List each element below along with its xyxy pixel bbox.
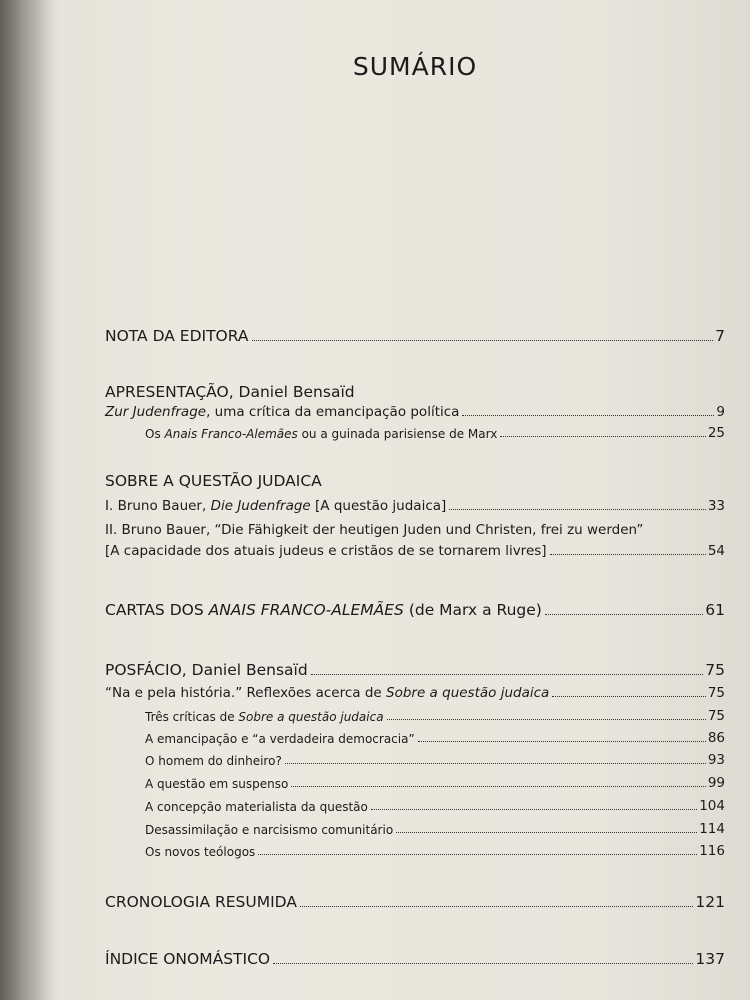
toc-label: “Na e pela história.” Reflexões acerca de Sobre a questão judaica	[105, 685, 550, 701]
toc-label: POSFÁCIO, Daniel Bensaïd	[105, 661, 308, 679]
toc-label: NOTA DA EDITORA	[105, 327, 249, 345]
toc-label: A emancipação e “a verdadeira democracia”	[145, 732, 415, 746]
toc-page-number: 104	[699, 798, 725, 814]
toc-subentry	[145, 752, 725, 768]
toc-page-number: 7	[715, 327, 725, 345]
toc-subentry	[145, 798, 725, 814]
leader-dots	[252, 340, 714, 341]
toc-entry	[105, 404, 725, 420]
leader-dots	[300, 906, 693, 907]
leader-dots	[552, 696, 706, 697]
toc-page-number: 116	[699, 843, 725, 859]
toc-label: I. Bruno Bauer, Die Judenfrage [A questão judaica]	[105, 498, 447, 514]
leader-dots	[387, 719, 706, 720]
toc-subentry	[145, 425, 725, 441]
toc-label: A questão em suspenso	[145, 777, 289, 791]
toc-page-number: 75	[707, 685, 725, 701]
toc-page-number: 33	[707, 498, 725, 514]
toc-entry-cronologia	[105, 893, 725, 911]
section-heading-apresentacao: APRESENTAÇÃO, Daniel Bensaïd	[105, 383, 355, 401]
leader-dots	[396, 832, 697, 833]
toc-label: ÍNDICE ONOMÁSTICO	[105, 950, 271, 968]
leader-dots	[500, 436, 706, 437]
toc-subentry	[145, 821, 725, 837]
toc-label: Os Anais Franco-Alemães ou a guinada parisiense de Marx	[145, 427, 498, 441]
leader-dots	[258, 854, 697, 855]
toc-label: O homem do dinheiro?	[145, 754, 282, 768]
toc-label: Desassimilação e narcisismo comunitário	[145, 823, 394, 837]
leader-dots	[291, 786, 706, 787]
toc-label: CRONOLOGIA RESUMIDA	[105, 893, 297, 911]
toc-label: A concepção materialista da questão	[145, 800, 368, 814]
toc-page-number: 137	[695, 950, 725, 968]
toc-page-number: 25	[707, 425, 725, 441]
page-title: SUMÁRIO	[352, 52, 478, 81]
toc-entry-nota	[105, 327, 725, 345]
leader-dots	[311, 674, 704, 675]
toc-subentry	[145, 843, 725, 859]
toc-page-number: 114	[699, 821, 725, 837]
toc-page-number: 93	[707, 752, 725, 768]
toc-entry	[105, 543, 725, 559]
toc-label: Os novos teólogos	[145, 845, 256, 859]
leader-dots	[273, 963, 693, 964]
toc-entry-posfacio	[105, 661, 725, 679]
leader-dots	[545, 614, 703, 615]
toc-subentry	[145, 708, 725, 724]
leader-dots	[449, 509, 706, 510]
toc-page-number: 54	[707, 543, 725, 559]
page-gutter-shadow	[0, 0, 58, 1000]
toc-label: Três críticas de Sobre a questão judaica	[145, 710, 384, 724]
section-heading-sobre: SOBRE A QUESTÃO JUDAICA	[105, 472, 322, 490]
toc-label: [A capacidade dos atuais judeus e cristãos de se tornarem livres]	[105, 543, 547, 559]
toc-label: CARTAS DOS ANAIS FRANCO-ALEMÃES (de Marx a Ruge)	[105, 601, 542, 619]
toc-page-number: 75	[705, 661, 725, 679]
toc-subentry	[145, 775, 725, 791]
toc-entry	[105, 685, 725, 701]
toc-page-number: 121	[695, 893, 725, 911]
leader-dots	[371, 809, 697, 810]
toc-page-number: 61	[705, 601, 725, 619]
toc-entry-line1: II. Bruno Bauer, “Die Fähigkeit der heutigen Juden und Christen, frei zu werden”	[105, 522, 644, 538]
leader-dots	[462, 415, 714, 416]
toc-entry	[105, 498, 725, 514]
toc-page-number: 99	[707, 775, 725, 791]
leader-dots	[418, 741, 706, 742]
toc-label: Zur Judenfrage, uma crítica da emancipação política	[105, 404, 460, 420]
leader-dots	[550, 554, 706, 555]
leader-dots	[285, 763, 706, 764]
toc-entry-indice	[105, 950, 725, 968]
toc-entry-cartas	[105, 601, 725, 619]
toc-page-number: 75	[707, 708, 725, 724]
toc-page-number: 9	[716, 404, 725, 420]
toc-page-number: 86	[707, 730, 725, 746]
toc-subentry	[145, 730, 725, 746]
